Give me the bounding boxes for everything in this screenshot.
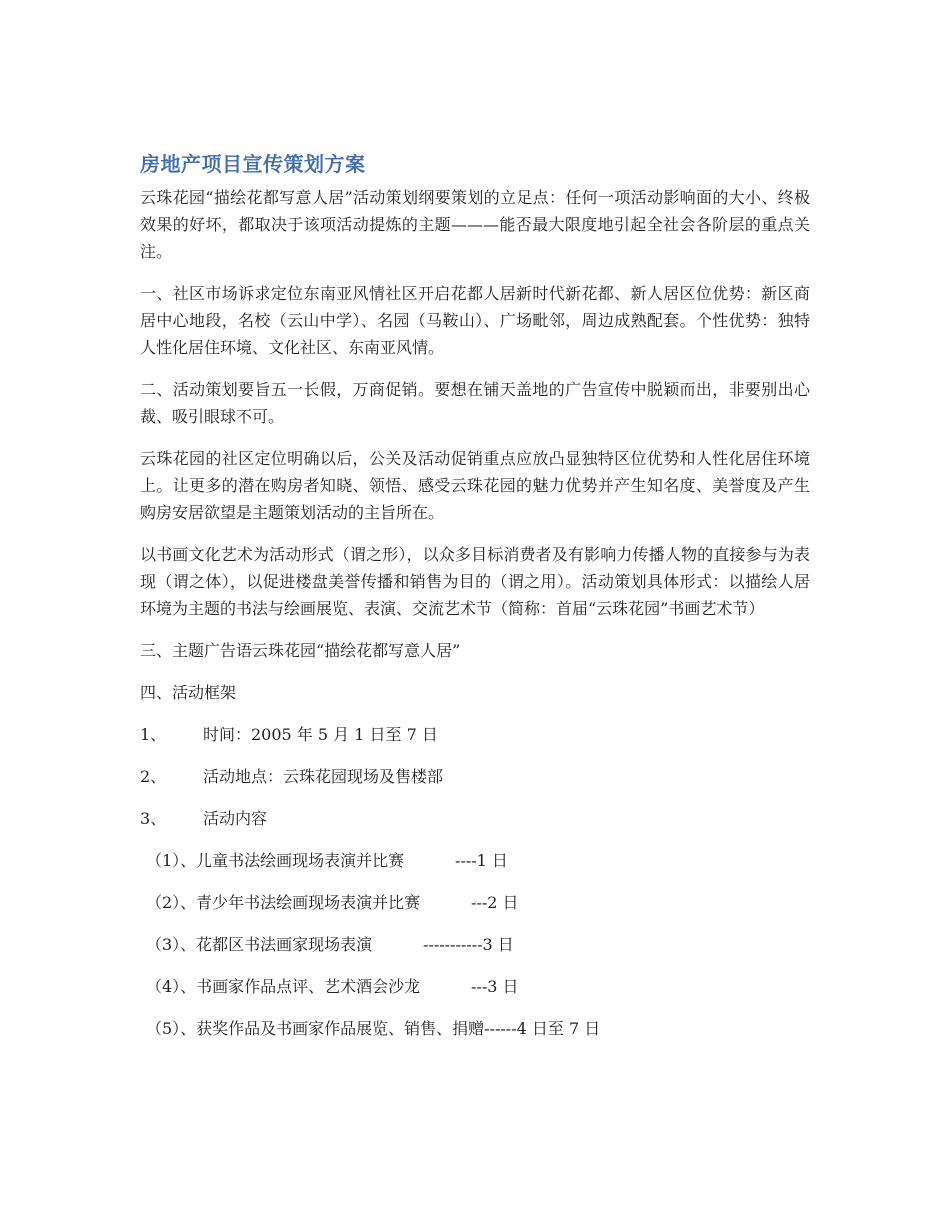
activity-sub-item: （4）、书画家作品点评、艺术酒会沙龙 ---3 日 <box>146 977 519 996</box>
list-text: 时间：2005 年 5 月 1 日至 7 日 <box>203 725 438 744</box>
activity-sub-item: （2）、青少年书法绘画现场表演并比赛 ---2 日 <box>146 893 519 912</box>
paragraph-section-4: 四、活动框架 <box>140 683 237 702</box>
paragraph-section-1: 一、社区市场诉求定位东南亚风情社区开启花都人居新时代新花都、新人居区位优势：新区商居中心地段，名校（云山中学）、名园（马鞍山）、广场毗邻，周边成熟配套。个性优势：独特人性化居住环境、文化社区、东南亚风情。 <box>140 284 810 357</box>
paragraph-intro: 云珠花园“描绘花都写意人居”活动策划纲要策划的立足点：任何一项活动影响面的大小、终极效果的好坏，都取决于该项活动提炼的主题———能否最大限度地引起全社会各阶层的重点关注。 <box>140 188 810 261</box>
list-text: 活动内容 <box>203 809 268 828</box>
list-text: 活动地点：云珠花园现场及售楼部 <box>203 767 444 786</box>
document-page <box>140 150 810 1057</box>
list-number: 2、 <box>140 767 167 786</box>
paragraph-activity-form: 以书画文化艺术为活动形式（谓之形），以众多目标消费者及有影响力传播人物的直接参与为表现（谓之体），以促进楼盘美誉传播和销售为目的（谓之用）。活动策划具体形式：以描绘人居环境为主题的书法与绘画展览、表演、交流艺术节（简称：首届“云珠花园”书画艺术节） <box>140 545 810 618</box>
document-title: 房地产项目宣传策划方案 <box>140 152 366 176</box>
list-number: 3、 <box>140 809 167 828</box>
paragraph-positioning: 云珠花园的社区定位明确以后，公关及活动促销重点应放凸显独特区位优势和人性化居住环境上。让更多的潜在购房者知晓、领悟、感受云珠花园的魅力优势并产生知名度、美誉度及产生购房安居欲望是主题策划活动的主旨所在。 <box>140 449 810 522</box>
activity-sub-item: （5）、获奖作品及书画家作品展览、销售、捐赠------4 日至 7 日 <box>146 1019 601 1038</box>
list-item <box>140 763 810 790</box>
list-number: 1、 <box>140 725 167 744</box>
paragraph-section-3: 三、主题广告语云珠花园“描绘花都写意人居” <box>140 641 461 660</box>
paragraph-section-2: 二、活动策划要旨五一长假，万商促销。要想在铺天盖地的广告宣传中脱颖而出，非要别出心裁、吸引眼球不可。 <box>140 380 810 426</box>
list-item <box>140 721 810 748</box>
activity-sub-item: （3）、花都区书法画家现场表演 -----------3 日 <box>146 935 514 954</box>
activity-sub-item: （1）、儿童书法绘画现场表演并比赛 ----1 日 <box>146 851 508 870</box>
list-item <box>140 805 810 832</box>
